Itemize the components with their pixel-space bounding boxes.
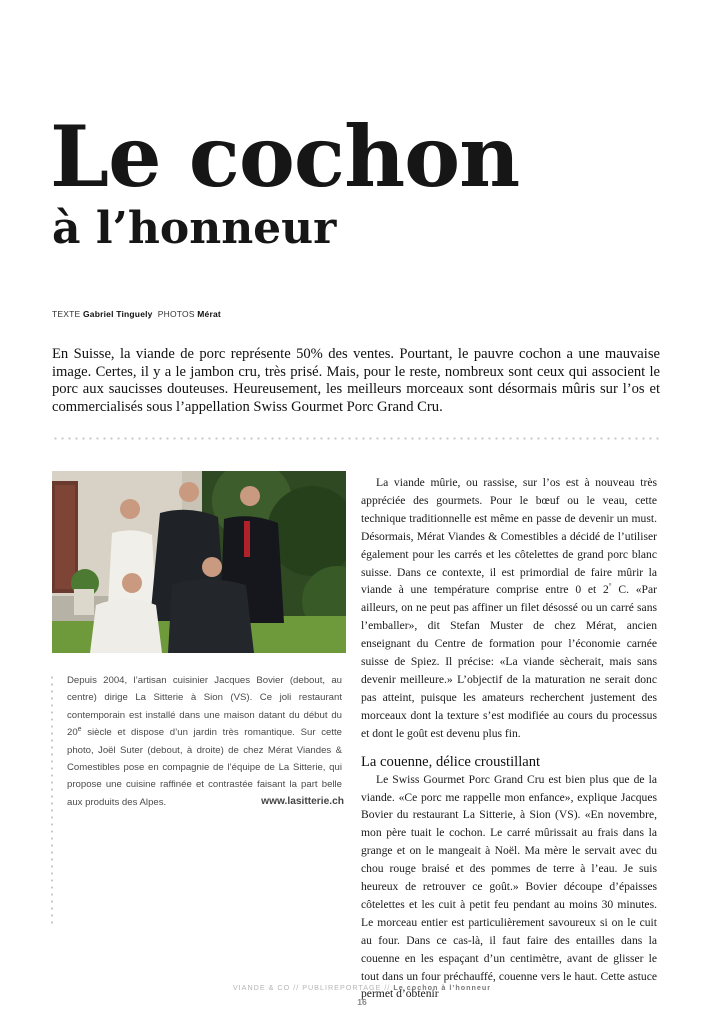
credits-text-author: Gabriel Tinguely xyxy=(82,309,153,319)
article-body xyxy=(361,474,657,1003)
article-title: Le cochon xyxy=(50,107,520,206)
caption-text-continued: siècle et dispose d’un jardin très romantique. Sur cette photo, Joël Suter (debout, à droite) de chez Mérat Viandes & Comestibles pose en compagnie de l’équipe de La Sitterie, qui propose une cuisine raffinée et contrastée faisant la part belle aux produits des Alpes. xyxy=(67,727,342,808)
article-credits xyxy=(52,309,221,319)
credits-photo-author: Mérat xyxy=(197,309,221,319)
footer-title: Le cochon à l’honneur xyxy=(393,983,492,992)
article-intro: En Suisse, la viande de porc représente 50% des ventes. Pourtant, le pauvre cochon a une mauvaise image. Certes, il y a le jambon cru, très prisé. Mais, pour le reste, nombreux sont ceux qui associent le porc aux saucisses douteuses. Heureusement, les meilleurs morceaux sont désormais mûris sur l’os et commercialisés sous l’appellation Swiss Gourmet Porc Grand Cru. xyxy=(52,346,660,415)
team-photo xyxy=(52,471,346,653)
footer-section: VIANDE & CO // PUBLIREPORTAGE // xyxy=(232,983,394,992)
credits-photo-label: PHOTOS xyxy=(157,309,195,319)
credits-text-label: TEXTE xyxy=(52,309,81,319)
body-text-continued: C. «Par ailleurs, on ne peut pas affiner un filet désossé ou un carré sans l’emballer», dit Stefan Muster de chez Mérat, ancien enseignant du Centre de formation pour l’économie carnée suisse de Spiez. Il précise: «La viande sècherait, mais sans devenir meilleure.» L’objectif de la maturation ne serait donc pas atteint, puisque les amateurs recherchent justement des morceaux dont la texture s’est modifiée au cours du processus et dont le goût est devenu plus fin. xyxy=(361,583,657,740)
photo-caption xyxy=(67,672,342,811)
body-text: La viande mûrie, ou rassise, sur l’os est à nouveau très appréciée des gourmets. Pour le bœuf ou le veau, cette technique traditionnelle est même en passe de devenir un must. Désormais, Mérat Viandes & Comestibles a décidé de l’utiliser également pour les carrés et les côtelettes de grand porc blanc suisse. Dans ce contexte, il est primordial de faire mûrir la viande à une température comprise entre 0 et 2 xyxy=(361,476,657,597)
degree-superscript: ° xyxy=(608,582,612,591)
dotted-vertical-rule xyxy=(50,674,54,924)
caption-text: Depuis 2004, l’artisan cuisinier Jacques Bovier (debout, au centre) dirige La Sitterie à Sion (VS). Ce joli restaurant contemporain est installé dans une maison datant du début du 20 xyxy=(67,675,342,739)
dotted-divider xyxy=(52,437,660,440)
article-subtitle: à l’honneur xyxy=(52,203,337,254)
body-paragraph: Le Swiss Gourmet Porc Grand Cru est bien plus que de la viande. «Ce porc me rappelle mon enfance», explique Jacques Bovier du restaurant La Sitterie, à Sion (VS). «En novembre, mon père tuait le cochon. Le carré mûrissait au frais dans la grange et on le mangeait à Noël. Ma mère le servait avec du chou rouge braisé et des pommes de terre à l’eau. Je suis heureux de retrouver ce goût.» Bovier découpe d’épaisses côtelettes et les cuit à petit feu pendant au moins 30 minutes. Le morceau entier est particulièrement savoureux si on le cuit au four. Dans ce cas-là, il faut faire des entailles dans la couenne en les espaçant d’un centimètre, avant de glisser le tout dans un four préchauffé, couenne vers le haut. Cette astuce permet d’obtenir xyxy=(361,772,657,1001)
body-paragraph xyxy=(361,474,657,743)
page-number: 16 xyxy=(357,997,367,1007)
caption-superscript: e xyxy=(77,726,82,734)
page-footer xyxy=(0,983,724,992)
section-heading: La couenne, délice croustillant xyxy=(361,753,541,770)
website-link[interactable]: www.lasitterie.ch xyxy=(261,796,344,807)
